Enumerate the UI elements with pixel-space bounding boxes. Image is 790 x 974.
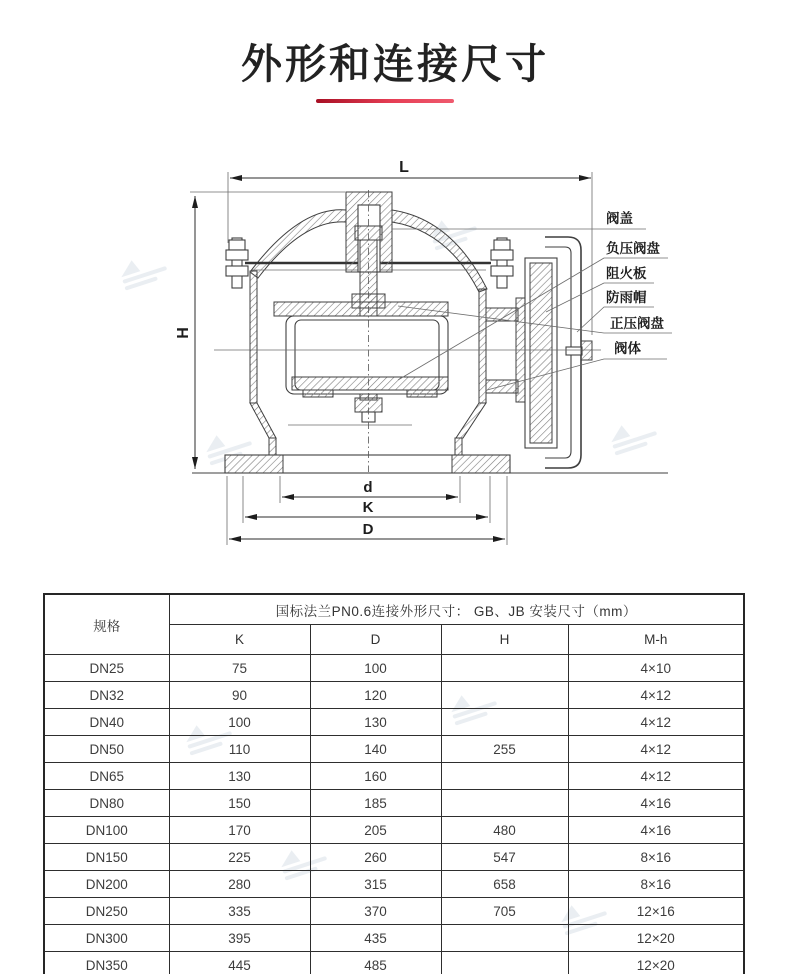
title-underline-accent [316, 99, 454, 103]
dimension-dKD [227, 476, 507, 545]
cell-D: 130 [310, 709, 441, 736]
table-row [44, 736, 744, 763]
cell-H [441, 709, 568, 736]
table-row [44, 790, 744, 817]
cell-H [441, 925, 568, 952]
cell-K: 445 [169, 952, 310, 974]
cell-Mh: 4×12 [568, 682, 744, 709]
cell-H [441, 790, 568, 817]
cell-D: 260 [310, 844, 441, 871]
header-col-H: H [441, 625, 568, 655]
part-label-rain-cap: 防雨帽 [606, 290, 647, 305]
cell-K: 130 [169, 763, 310, 790]
cell-spec: DN300 [44, 925, 169, 952]
cell-K: 170 [169, 817, 310, 844]
table-row [44, 898, 744, 925]
page-title: 外形和连接尺寸 [241, 41, 549, 87]
cell-H: 705 [441, 898, 568, 925]
cell-spec: DN150 [44, 844, 169, 871]
cell-H [441, 682, 568, 709]
cell-K: 150 [169, 790, 310, 817]
cell-K: 75 [169, 655, 310, 682]
header-col-D: D [310, 625, 441, 655]
cell-H: 658 [441, 871, 568, 898]
cell-D: 120 [310, 682, 441, 709]
cell-spec: DN250 [44, 898, 169, 925]
bottom-flange [225, 455, 510, 473]
table-row [44, 709, 744, 736]
valve-section-diagram [0, 115, 790, 585]
table-row [44, 682, 744, 709]
cell-H [441, 655, 568, 682]
cell-spec: DN25 [44, 655, 169, 682]
cell-D: 315 [310, 871, 441, 898]
cell-Mh: 4×12 [568, 763, 744, 790]
cell-K: 100 [169, 709, 310, 736]
rain-cap-assembly [525, 237, 592, 468]
cell-spec: DN350 [44, 952, 169, 974]
cell-K: 395 [169, 925, 310, 952]
cell-Mh: 4×12 [568, 736, 744, 763]
cell-H: 255 [441, 736, 568, 763]
cell-K: 225 [169, 844, 310, 871]
cell-Mh: 4×16 [568, 790, 744, 817]
cell-spec: DN50 [44, 736, 169, 763]
header-group: 国标法兰PN0.6连接外形尺寸： GB、JB 安装尺寸（mm） [169, 594, 744, 625]
cell-spec: DN100 [44, 817, 169, 844]
table-row [44, 871, 744, 898]
table-row [44, 655, 744, 682]
cell-D: 100 [310, 655, 441, 682]
part-label-vacuum-disc: 负压阀盘 [606, 241, 660, 256]
dim-d-label: d [363, 479, 373, 496]
cell-Mh: 12×20 [568, 925, 744, 952]
cell-spec: DN80 [44, 790, 169, 817]
cell-spec: DN40 [44, 709, 169, 736]
cell-Mh: 8×16 [568, 871, 744, 898]
table-header-row-1 [44, 594, 744, 625]
header-col-K: K [169, 625, 310, 655]
cell-K: 90 [169, 682, 310, 709]
part-label-pressure-disc: 正压阀盘 [610, 316, 664, 331]
dimensions-table [43, 593, 745, 974]
cell-spec: DN200 [44, 871, 169, 898]
cell-D: 185 [310, 790, 441, 817]
cell-D: 205 [310, 817, 441, 844]
table-row [44, 763, 744, 790]
cell-spec: DN65 [44, 763, 169, 790]
cell-Mh: 8×16 [568, 844, 744, 871]
flange-bolt-left [226, 238, 248, 288]
cell-Mh: 12×16 [568, 898, 744, 925]
cell-D: 370 [310, 898, 441, 925]
cell-Mh: 4×12 [568, 709, 744, 736]
cell-H [441, 952, 568, 974]
cell-spec: DN32 [44, 682, 169, 709]
part-label-valve-body: 阀体 [614, 341, 641, 356]
cell-D: 435 [310, 925, 441, 952]
cell-K: 110 [169, 736, 310, 763]
dim-D-label: D [362, 521, 374, 538]
table-row [44, 844, 744, 871]
header-col-Mh: M-h [568, 625, 744, 655]
cell-D: 485 [310, 952, 441, 974]
cell-H: 547 [441, 844, 568, 871]
cell-K: 280 [169, 871, 310, 898]
table-row [44, 817, 744, 844]
cell-D: 140 [310, 736, 441, 763]
dim-K-label: K [362, 499, 374, 516]
cell-D: 160 [310, 763, 441, 790]
cell-H: 480 [441, 817, 568, 844]
flange-bolt-right [491, 238, 513, 288]
part-label-flame-arrester: 阻火板 [606, 266, 647, 281]
table-row [44, 952, 744, 974]
header-spec: 规格 [44, 594, 169, 655]
dim-H-label: H [175, 327, 192, 339]
cell-H [441, 763, 568, 790]
cell-K: 335 [169, 898, 310, 925]
cell-Mh: 4×10 [568, 655, 744, 682]
part-label-valve-cover: 阀盖 [606, 211, 633, 226]
cell-Mh: 4×16 [568, 817, 744, 844]
table-row [44, 925, 744, 952]
dim-L-label: L [399, 159, 409, 176]
cell-Mh: 12×20 [568, 952, 744, 974]
